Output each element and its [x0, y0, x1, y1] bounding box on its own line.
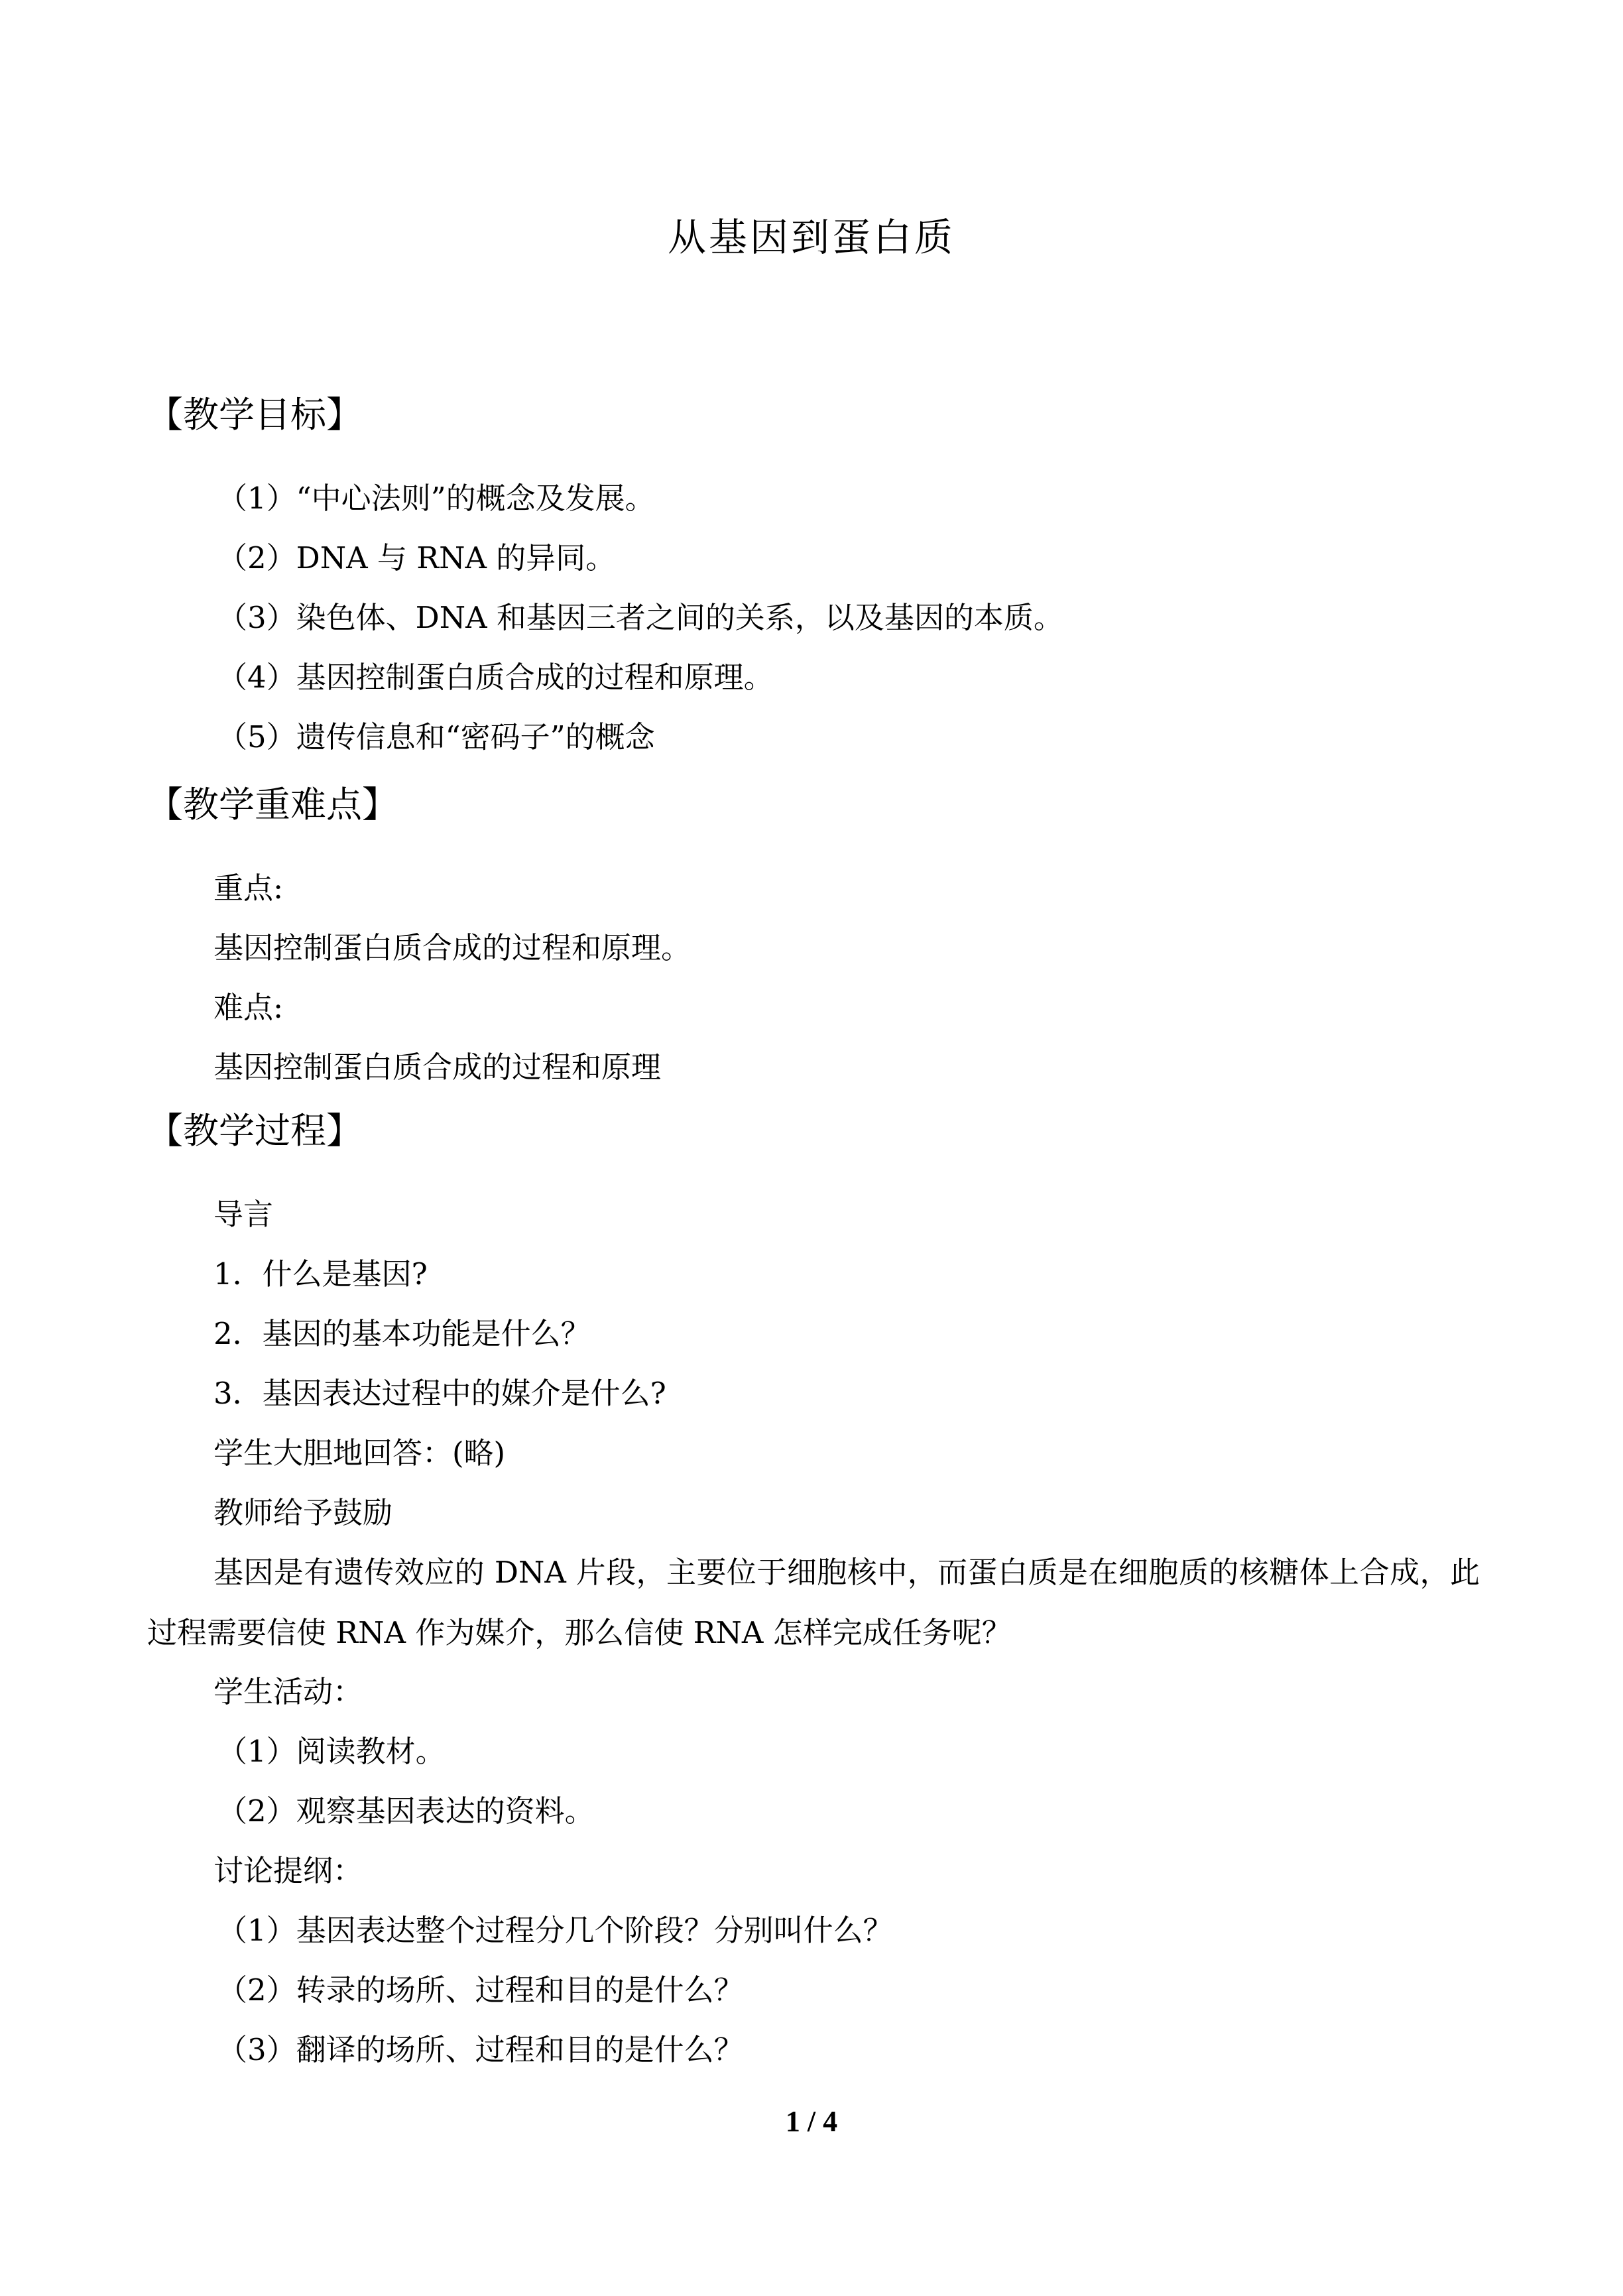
student-answer: 学生大胆地回答：(略)	[213, 1435, 506, 1471]
activity-label: 学生活动：	[213, 1674, 363, 1709]
difficulty-text: 基因控制蛋白质合成的过程和原理	[213, 1050, 662, 1085]
objective-item: （3）染色体、DNA 和基因三者之间的关系，以及基因的本质。	[217, 600, 1063, 635]
focus-label: 重点:	[213, 871, 284, 906]
discussion-item: （1）基因表达整个过程分几个阶段？分别叫什么？	[217, 1913, 893, 1948]
question-item: 3．基因表达过程中的媒介是什么?	[213, 1376, 666, 1411]
discussion-label: 讨论提纲：	[213, 1853, 363, 1888]
activity-item: （2）观察基因表达的资料。	[217, 1793, 595, 1829]
section-heading-process: 【教学过程】	[147, 1110, 362, 1152]
section-heading-keypoints: 【教学重难点】	[147, 784, 398, 825]
discussion-item: （3）翻译的场所、过程和目的是什么？	[217, 2032, 744, 2067]
explanation-paragraph: 基因是有遗传效应的 DNA 片段，主要位于细胞核中，而蛋白质是在细胞质的核糖体上合成，此过程需要信使 RNA 作为媒介，那么信使 RNA 怎样完成任务呢？	[147, 1555, 1480, 1650]
objective-item: （2）DNA 与 RNA 的异同。	[217, 540, 616, 575]
focus-text: 基因控制蛋白质合成的过程和原理。	[213, 930, 691, 965]
question-item: 1．什么是基因?	[213, 1256, 428, 1292]
discussion-item: （2）转录的场所、过程和目的是什么？	[217, 1972, 744, 2008]
activity-item: （1）阅读教材。	[217, 1734, 446, 1769]
question-item: 2．基因的基本功能是什么？	[213, 1316, 591, 1351]
process-intro: 导言	[213, 1197, 274, 1232]
page-number: 1 / 4	[785, 2105, 838, 2138]
objective-item: （1）“中心法则”的概念及发展。	[217, 481, 655, 516]
teacher-encourage: 教师给予鼓励	[213, 1495, 393, 1530]
difficulty-label: 难点:	[213, 990, 284, 1025]
document-title: 从基因到蛋白质	[667, 215, 955, 260]
section-heading-objectives: 【教学目标】	[147, 394, 362, 436]
objective-item: （4）基因控制蛋白质合成的过程和原理。	[217, 660, 774, 695]
objective-item: （5）遗传信息和“密码子”的概念	[217, 719, 655, 755]
